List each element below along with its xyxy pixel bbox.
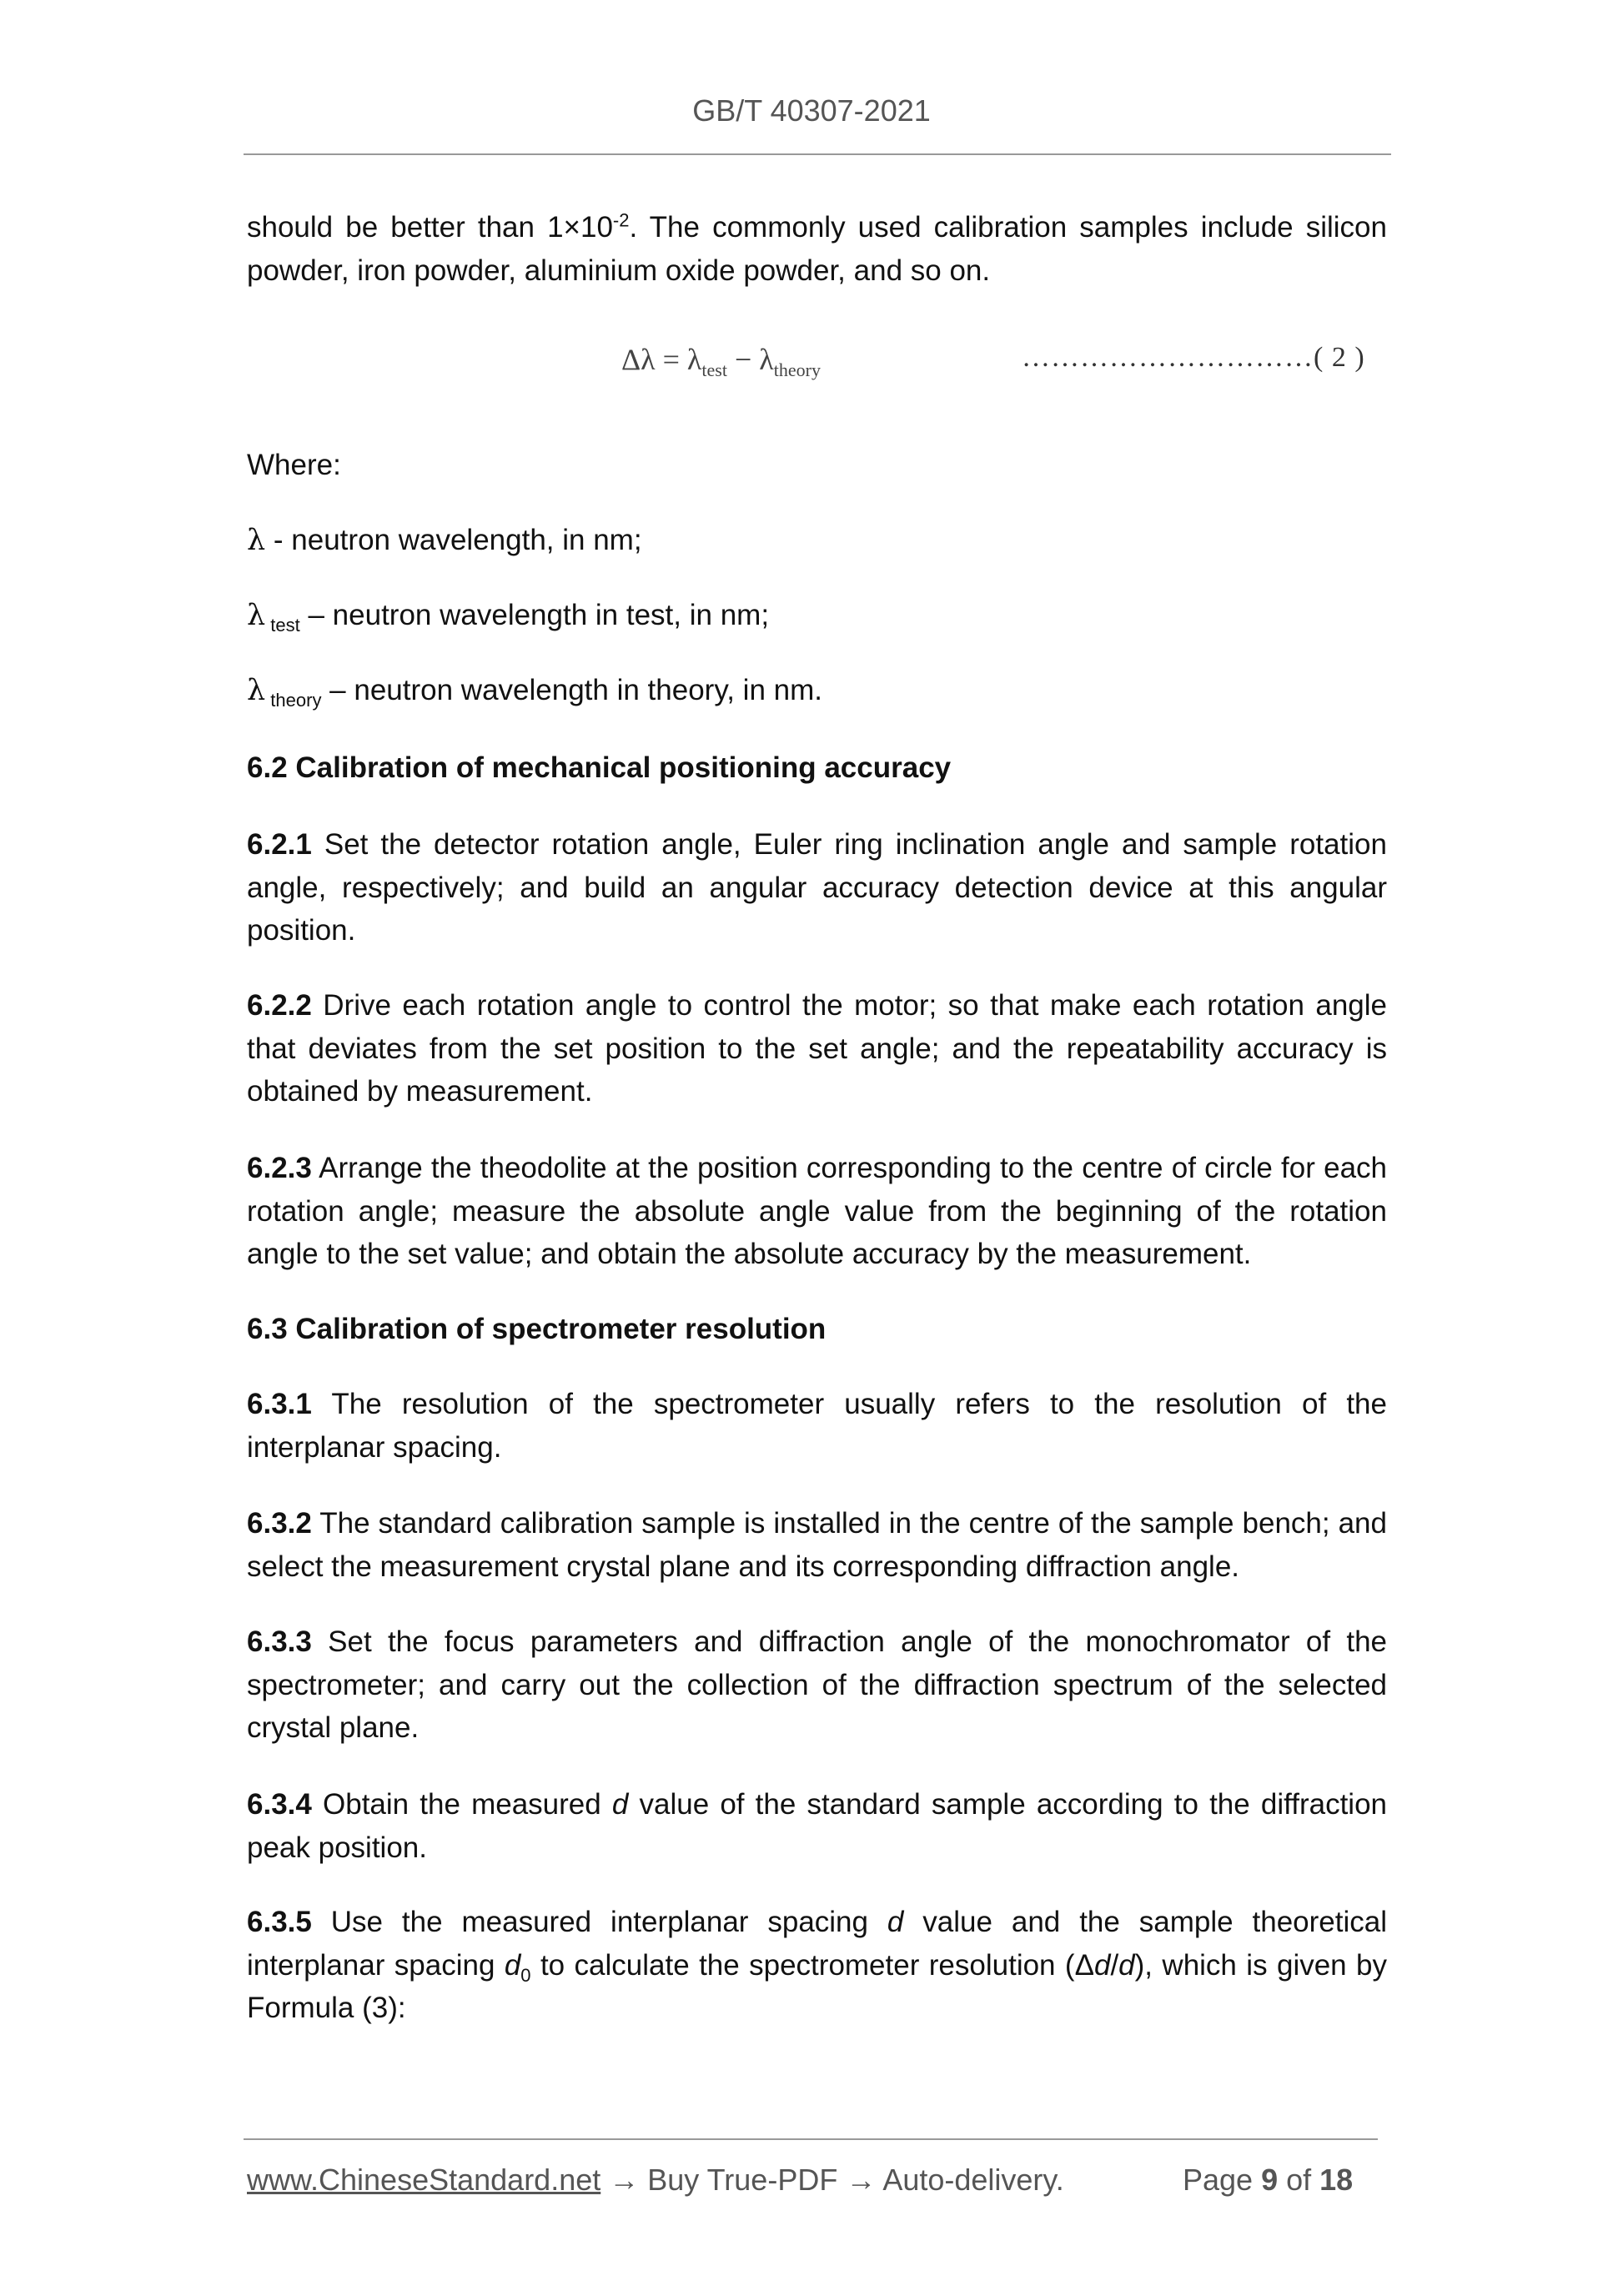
definition-item: λ $_{theory}$ – neutron wavelength in theory, in nm.	[247, 674, 822, 711]
clause-6-2-1: 6.2.1 Set the detector rotation angle, Euler ring inclination angle and sample rotation angle, respectively; and build an angular accuracy detection device at this angular position.	[247, 828, 1387, 947]
footer-promo: www.ChineseStandard.net → Buy True-PDF → Auto-delivery.	[247, 2163, 1064, 2197]
footer-divider	[244, 2138, 1378, 2140]
section-heading-6-3: 6.3 Calibration of spectrometer resolution	[247, 1313, 827, 1345]
clause-6-3-4: 6.3.4 Obtain the measured d value of the standard sample according to the diffraction peak position.	[247, 1788, 1387, 1864]
clause-6-3-5: 6.3.5 Use the measured interplanar spacing d value and the sample theoretical interplanar spacing $d_0$ to calculate the spectrometer resolution (Δd/d), which is given by Formula (3):	[247, 1906, 1388, 2024]
definition-item: λ $_{test}$ – neutron wavelength in test, in nm;	[247, 599, 770, 636]
equation-number: …………………………( 2 )	[1022, 342, 1365, 373]
clause-6-2-3: 6.2.3 Arrange the theodolite at the position corresponding to the centre of circle for each rotation angle; measure the absolute angle value from the beginning of the rotation angle to the set value; and obtain the absolute accuracy by the measurement.	[247, 1152, 1387, 1270]
clause-6-3-3: 6.3.3 Set the focus parameters and diffraction angle of the monochromator of the spectrometer; and carry out the collection of the diffraction spectrum of the selected crystal plane.	[247, 1625, 1387, 1744]
paragraph-intro: should be better than $1\times 10^{-2}$. The commonly used calibration samples include silicon powder, iron powder, aluminium oxide powder, and so on.	[247, 209, 1387, 287]
formula-2: $\Delta\lambda = \lambda_{test} - \lambda_{theory}$	[621, 343, 821, 381]
section-heading-6-2: 6.2 Calibration of mechanical positioning accuracy	[247, 751, 952, 784]
document-header: GB/T 40307-2021	[692, 93, 931, 128]
clause-6-3-1: 6.3.1 The resolution of the spectrometer usually refers to the resolution of the interplanar spacing.	[247, 1388, 1387, 1464]
definition-item: λ - neutron wavelength, in nm;	[247, 524, 642, 557]
where-label: Where:	[247, 449, 341, 481]
header-divider	[244, 153, 1391, 155]
clause-6-3-2: 6.3.2 The standard calibration sample is installed in the centre of the sample bench; and select the measurement crystal plane and its corresponding diffraction angle.	[247, 1507, 1387, 1583]
page-number: Page 9 of 18	[1183, 2163, 1354, 2197]
website-link[interactable]: www.ChineseStandard.net	[247, 2163, 601, 2197]
clause-6-2-2: 6.2.2 Drive each rotation angle to control the motor; so that make each rotation angle that deviates from the set position to the set angle; and the repeatability accuracy is obtained by measurement.	[247, 989, 1387, 1108]
